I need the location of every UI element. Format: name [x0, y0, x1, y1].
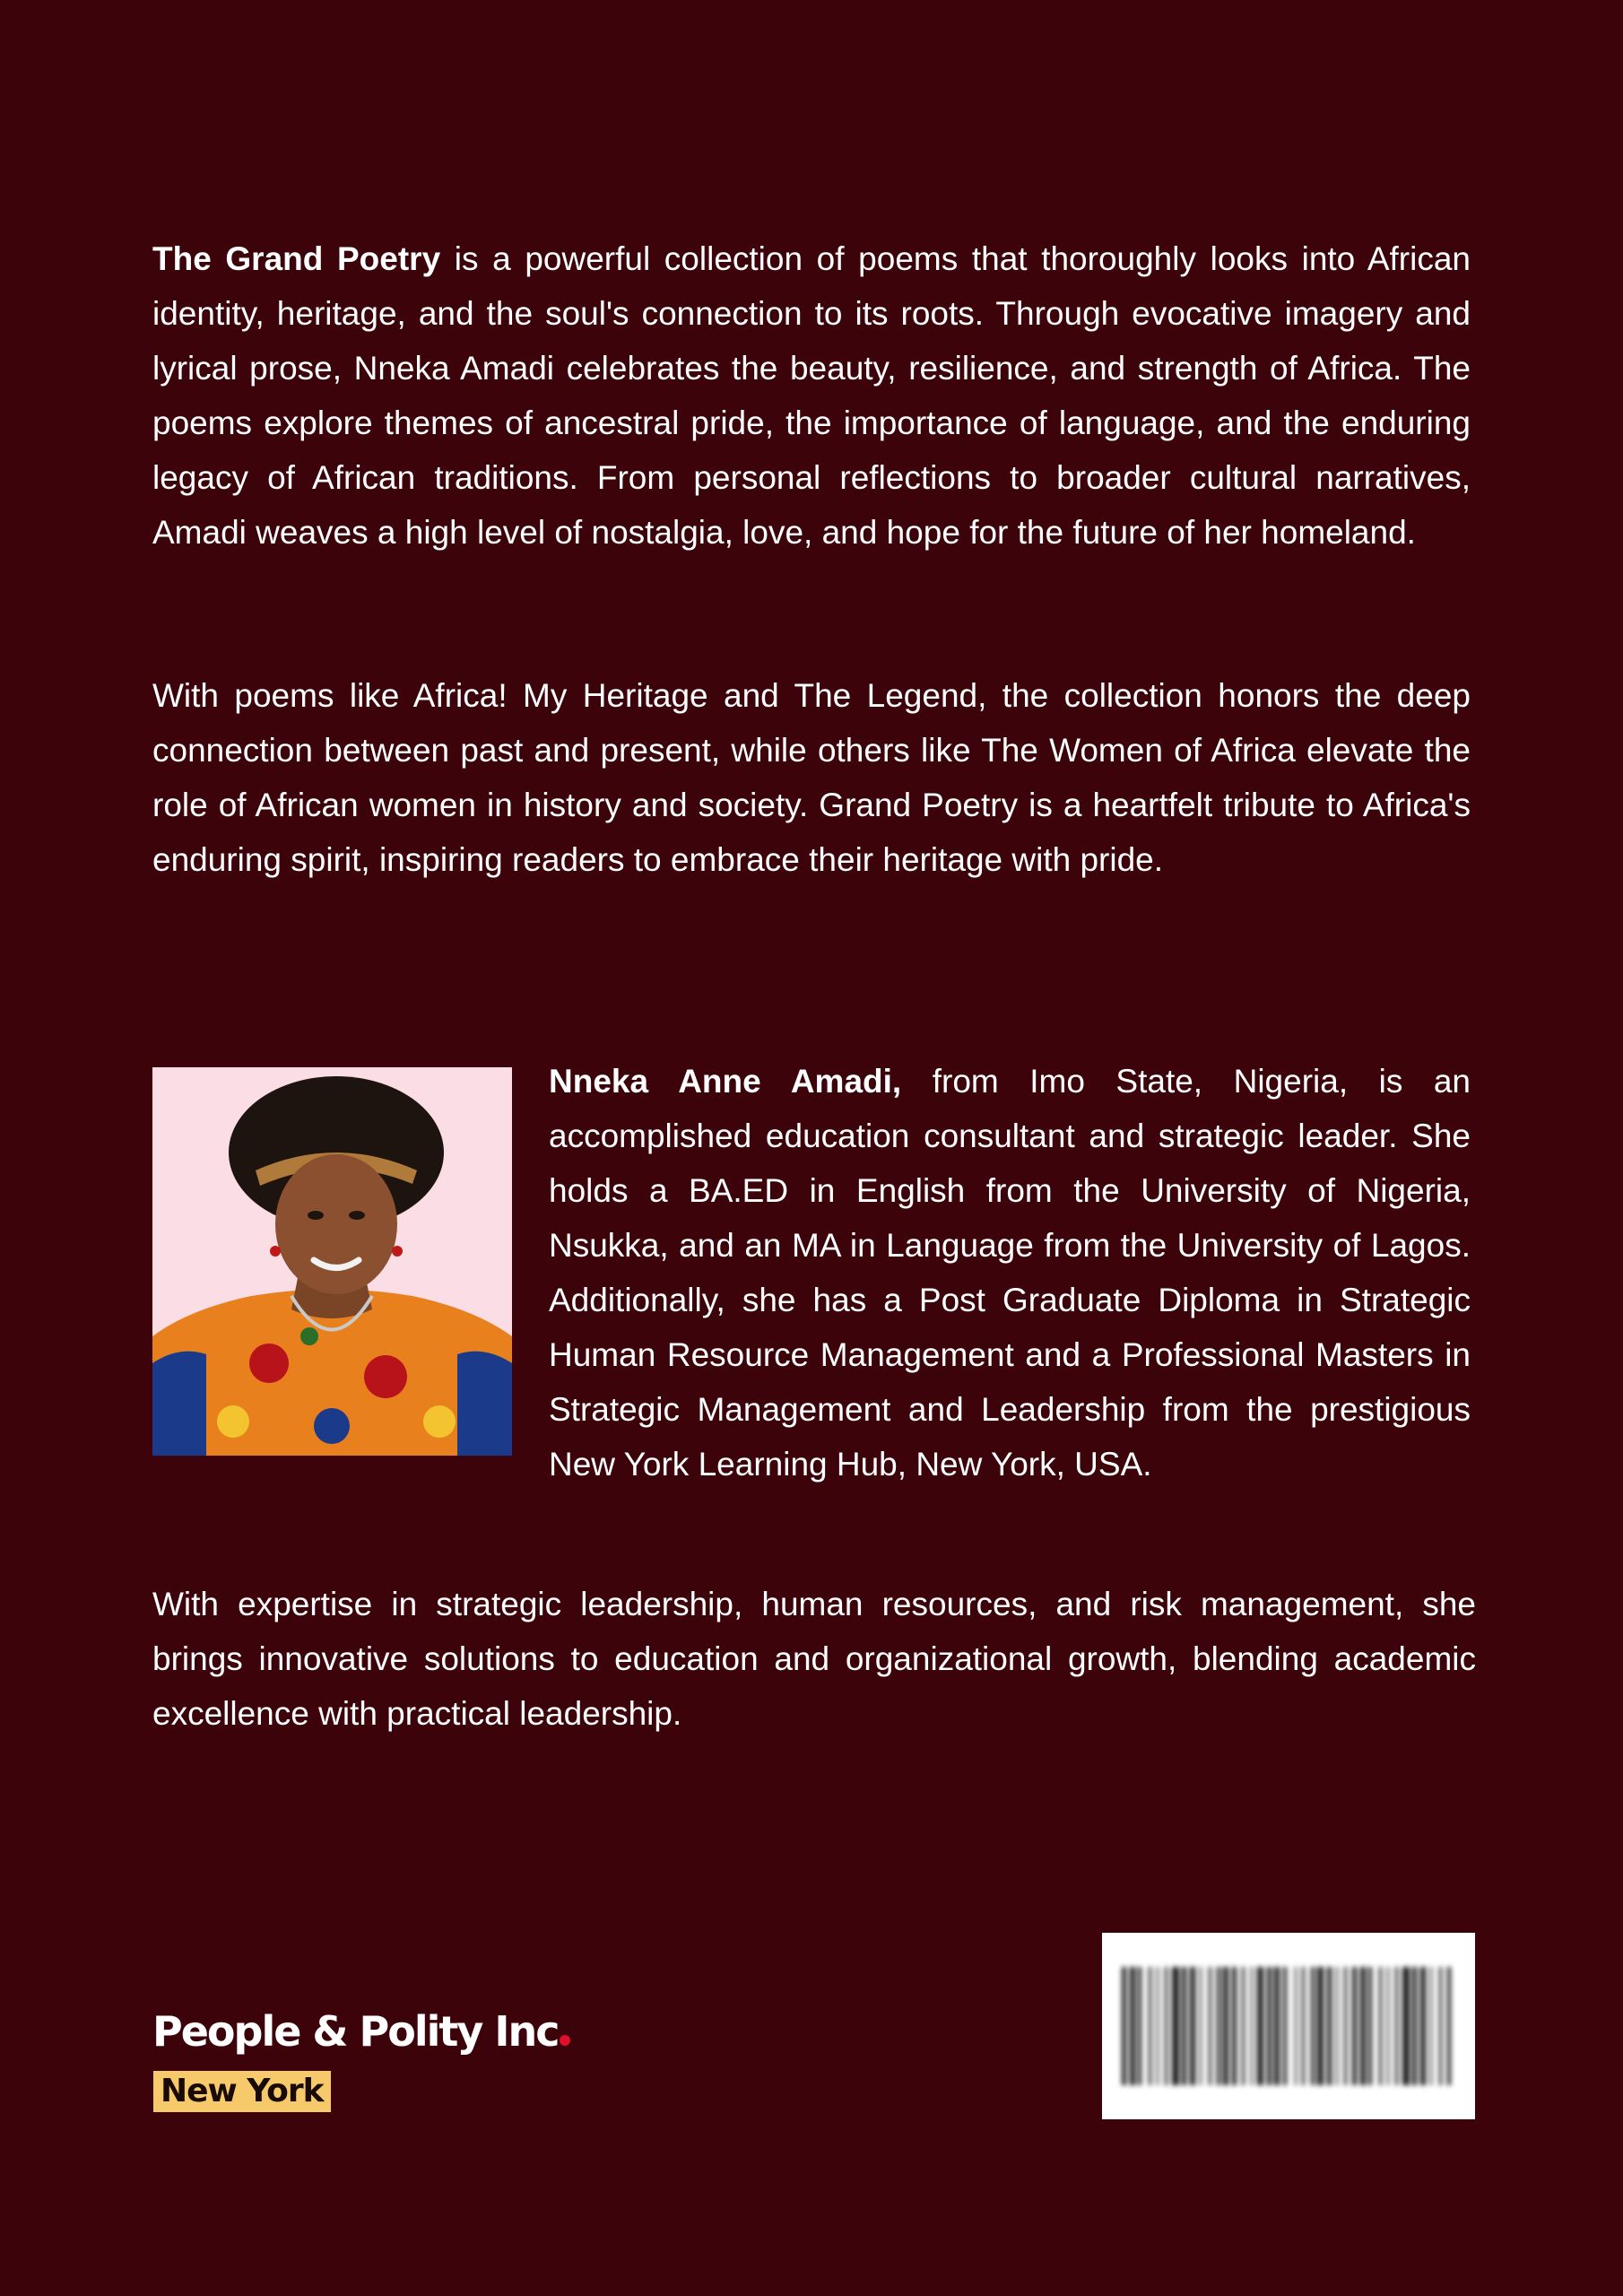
barcode-bar — [1257, 1967, 1263, 2085]
author-photo — [152, 1067, 512, 1456]
barcode-bar — [1223, 1967, 1228, 2085]
barcode-bar — [1209, 1967, 1211, 2085]
description-paragraph-2: With poems like Africa! My Heritage and The Legend, the collection honors the deep connection between past and present, while others like The Women of Africa elevate the role of African women in history and society. Grand Poetry is a heartfelt tribute to Africa's enduring spirit, inspiring readers to embrace their heritage with pride. — [152, 677, 1471, 878]
barcode-bar — [1360, 1967, 1366, 2085]
barcode-bar — [1447, 1967, 1451, 2085]
barcode-bar — [1200, 1967, 1202, 2085]
barcode-bar — [1274, 1967, 1280, 2085]
barcode-bar — [1267, 1967, 1271, 2085]
barcode-bar — [1130, 1967, 1135, 2085]
publisher-city: New York — [153, 2071, 331, 2112]
barcode-bar — [1412, 1967, 1417, 2085]
book-title: The Grand Poetry — [152, 240, 441, 277]
barcode-bar — [1368, 1967, 1372, 2085]
barcode-bar — [1327, 1967, 1332, 2085]
publisher-name: People & Polity Inc — [152, 2007, 559, 2056]
barcode-bar — [1182, 1967, 1186, 2085]
description-paragraph-1 — [152, 231, 1471, 560]
description-text-1: is a powerful collection of poems that thoroughly looks into African identity, heritage, and the soul's connection to its roots. Through evocative imagery and lyrical prose, Nneka Amadi celebrates the beauty, resilience, and strength of Africa. The poems explore themes of ancestral pride, the importance of language, and the enduring legacy of African traditions. From personal reflections to broader cultural narratives, Amadi weaves a high level of nostalgia, love, and hope for the future of her homeland. — [152, 240, 1471, 551]
barcode-bar — [1379, 1967, 1382, 2085]
barcode-bar — [1149, 1967, 1151, 2085]
publisher-logo — [152, 2007, 570, 2056]
barcode-bar — [1232, 1967, 1237, 2085]
barcode-bar — [1302, 1967, 1305, 2085]
author-bio — [549, 1054, 1471, 1492]
barcode-bars — [1102, 1933, 1475, 2119]
barcode-bar — [1311, 1967, 1315, 2085]
barcode-bar — [1138, 1967, 1141, 2085]
barcode-bar — [1157, 1967, 1159, 2085]
barcode-bar — [1172, 1967, 1179, 2085]
barcode-bar — [1395, 1967, 1398, 2085]
barcode-bar — [1283, 1967, 1287, 2085]
barcode-bar — [1439, 1967, 1442, 2085]
barcode-bar — [1336, 1967, 1338, 2085]
barcode-bar — [1352, 1967, 1357, 2085]
barcode-bar — [1402, 1967, 1410, 2085]
publisher-logo-dot — [560, 2035, 570, 2046]
barcode-bar — [1190, 1967, 1195, 2085]
barcode-bar — [1295, 1967, 1297, 2085]
barcode-bar — [1242, 1967, 1245, 2085]
barcode-bar — [1122, 1967, 1126, 2085]
barcode-bar — [1387, 1967, 1389, 2085]
barcode-bar — [1430, 1967, 1432, 2085]
barcode-bar — [1165, 1967, 1167, 2085]
barcode-bar — [1251, 1967, 1253, 2085]
barcode — [1102, 1933, 1475, 2119]
barcode-bar — [1317, 1967, 1324, 2085]
barcode-bar — [1217, 1967, 1220, 2085]
barcode-bar — [1420, 1967, 1426, 2085]
author-bio-text: from Imo State, Nigeria, is an accomplished education consultant and strategic leader. She holds a BA.ED in English from the University of Nigeria, Nsukka, and an MA in Language from the University of Lagos. Additionally, she has a Post Graduate Diploma in Strategic Human Resource Management and a Professional Masters in Strategic Management and Leadership from the prestigious New York Learning Hub, New York, USA. — [549, 1063, 1471, 1483]
barcode-bar — [1344, 1967, 1347, 2085]
author-name: Nneka Anne Amadi, — [549, 1063, 902, 1100]
author-expertise: With expertise in strategic leadership, human resources, and risk management, she brings innovative solutions to education and organizational growth, blending academic excellence with practical leadership. — [152, 1586, 1476, 1732]
